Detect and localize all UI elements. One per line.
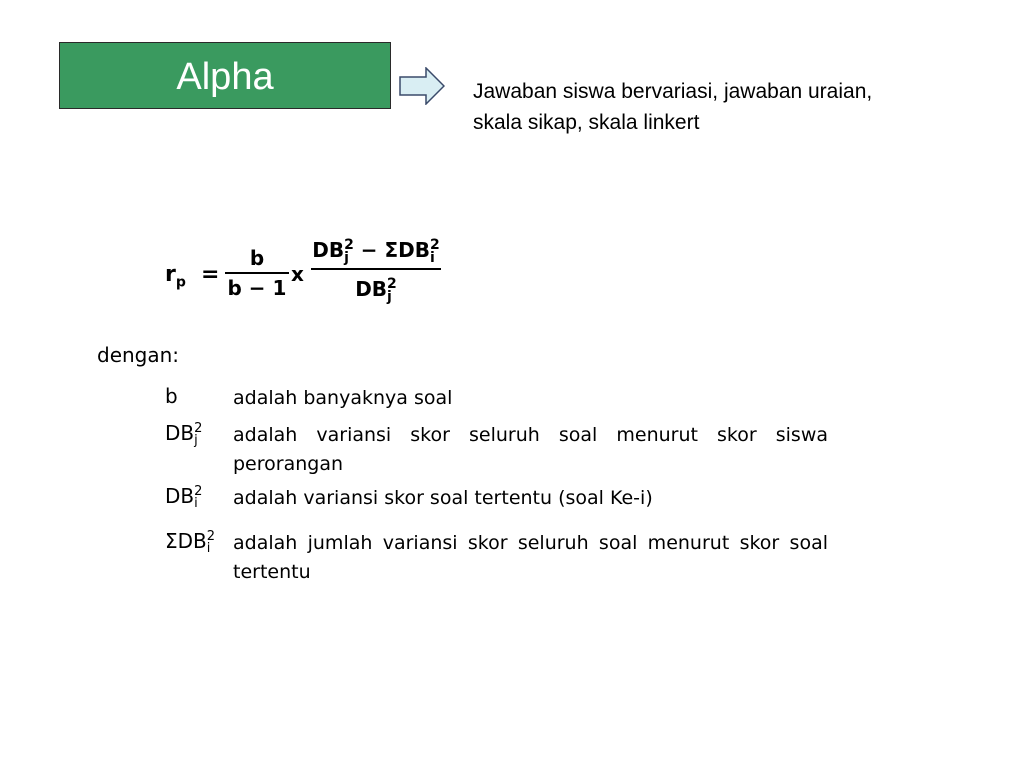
title-box	[59, 42, 391, 109]
numerator-term-b-sup: 2	[430, 236, 440, 253]
numerator-term-b: − ΣDB	[360, 238, 431, 262]
formula-times: x	[291, 262, 304, 286]
denominator-term-indices	[387, 275, 397, 305]
formula-lhs-subscript: p	[175, 274, 186, 291]
description-note	[473, 76, 993, 138]
definition-symbol-sub: i	[194, 495, 198, 511]
definition-symbol	[165, 421, 233, 447]
definition-symbol	[165, 484, 233, 510]
definition-text: adalah jumlah variansi skor seluruh soal menurut skor soal tertentu	[233, 532, 828, 583]
right-arrow-icon	[399, 67, 445, 105]
fraction-2-denominator	[311, 272, 441, 306]
formula-equals: =	[201, 262, 220, 287]
denominator-term: DB	[355, 277, 388, 301]
definition-symbol-text: ΣDB	[165, 529, 207, 553]
definition-symbol-text: DB	[165, 421, 195, 445]
fraction-1-bar	[225, 272, 289, 274]
numerator-term-a-sup: 2	[344, 236, 354, 253]
title-text: Alpha	[176, 56, 274, 98]
definition-text: adalah variansi skor soal tertentu (soal Ke-i)	[233, 487, 653, 509]
note-line-2: skala sikap, skala linkert	[473, 111, 700, 134]
numerator-term-b-sub: i	[430, 249, 435, 266]
formula-fraction-1	[225, 246, 289, 300]
formula-lhs-symbol: r	[165, 262, 176, 287]
definition-symbol-sup: 2	[194, 483, 203, 499]
note-line-1: Jawaban siswa bervariasi, jawaban uraian,	[473, 80, 873, 103]
denominator-term-sub: j	[387, 288, 392, 305]
definition-symbol-text: b	[165, 384, 178, 408]
numerator-term-a-indices	[344, 236, 354, 266]
numerator-term-a: DB	[312, 238, 345, 262]
fraction-2-bar	[311, 268, 441, 270]
definition-symbol-sub: i	[206, 540, 211, 556]
definition-symbol-sub: j	[194, 432, 198, 448]
definition-text: adalah variansi skor seluruh soal menurut skor siswa perorangan	[233, 424, 828, 475]
definition-text: adalah banyaknya soal	[233, 387, 453, 409]
dengan-label: dengan:	[97, 343, 180, 367]
formula-fraction-2	[311, 234, 441, 306]
numerator-term-a-sub: j	[344, 249, 349, 266]
definition-symbol-sup: 2	[206, 528, 216, 544]
denominator-term-sup: 2	[387, 275, 397, 292]
definition-symbol-indices	[194, 483, 203, 511]
fraction-1-numerator: b	[249, 246, 265, 270]
definition-symbol	[165, 529, 233, 555]
definition-symbol-indices	[194, 420, 203, 448]
fraction-1-denominator: b − 1	[227, 276, 287, 300]
fraction-2-numerator	[311, 234, 441, 266]
alpha-formula	[165, 234, 455, 318]
definition-symbol-indices	[206, 528, 216, 556]
definition-symbol	[165, 384, 233, 408]
numerator-term-b-indices	[430, 236, 440, 266]
formula-lhs	[165, 262, 186, 290]
definition-symbol-text: DB	[165, 484, 195, 508]
definition-symbol-sup: 2	[194, 420, 203, 436]
